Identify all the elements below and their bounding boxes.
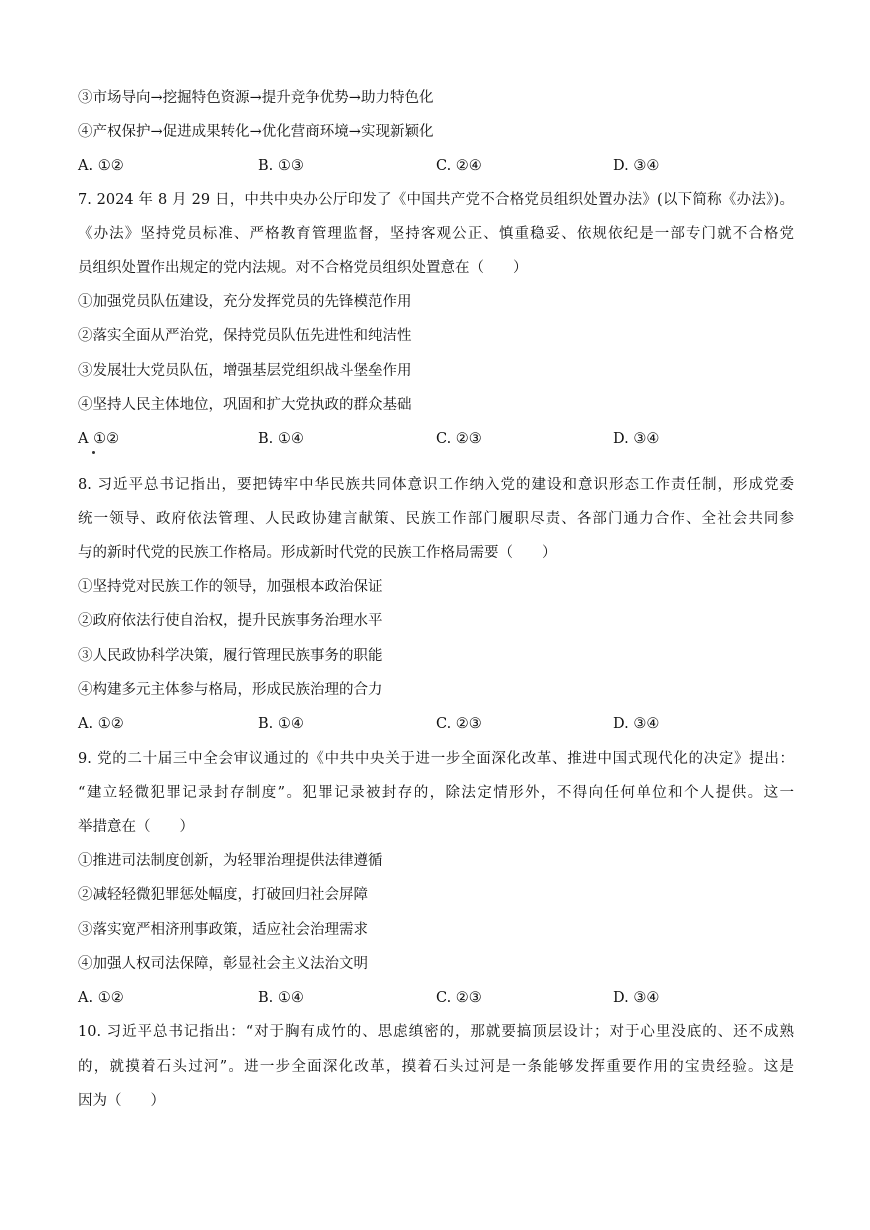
q9-stem-line: “建立轻微犯罪记录封存制度”。犯罪记录被封存的，除法定情形外，不得向任何单位和个人提供。这一 — [78, 785, 794, 801]
q8-stem-line: 统一领导、政府依法管理、人民政协建言献策、民族工作部门履职尽责、各部门通力合作、全社会共同参 — [78, 511, 794, 527]
q9-option-2: ②减轻轻微犯罪惩处幅度，打破回归社会屏障 — [78, 887, 368, 903]
q8-stem-line: 8. 习近平总书记指出，要把铸牢中华民族共同体意识工作纳入党的建设和意识形态工作责任制，形成党委 — [78, 477, 794, 493]
choice-b: B. ①④ — [258, 716, 304, 732]
q8-answer-choices — [78, 714, 794, 734]
q7-stem-line: 《办法》坚持党员标准、严格教育管理监督，坚持客观公正、慎重稳妥、依规依纪是一部专门就不合格党 — [78, 226, 794, 242]
q8-option-4: ④构建多元主体参与格局，形成民族治理的合力 — [78, 682, 383, 698]
q10-stem-line: 的，就摸着石头过河”。进一步全面深化改革，摸着石头过河是一条能够发挥重要作用的宝贵经验。这是 — [78, 1059, 794, 1075]
choice-a: A ①② — [78, 431, 120, 447]
choice-c: C. ②④ — [436, 158, 482, 174]
q7-option-2: ②落实全面从严治党，保持党员队伍先进性和纯洁性 — [78, 328, 412, 344]
stray-dot-mark — [92, 451, 95, 454]
choice-c: C. ②③ — [436, 990, 482, 1006]
choice-a: A. ①② — [78, 990, 124, 1006]
choice-a: A. ①② — [78, 716, 124, 732]
q7-option-3: ③发展壮大党员队伍，增强基层党组织战斗堡垒作用 — [78, 363, 412, 379]
q8-stem-line: 与的新时代党的民族工作格局。形成新时代党的民族工作格局需要（ ） — [78, 545, 557, 561]
q7-stem-line: 7. 2024 年 8 月 29 日，中共中央办公厅印发了《中国共产党不合格党员组织处置办法》(以下简称《办法》)。 — [78, 192, 794, 208]
choice-b: B. ①④ — [258, 431, 304, 447]
q7-option-1: ①加强党员队伍建设，充分发挥党员的先锋模范作用 — [78, 294, 412, 310]
choice-d: D. ③④ — [613, 431, 660, 447]
q7-stem-line: 员组织处置作出规定的党内法规。对不合格党员组织处置意在（ ） — [78, 260, 528, 276]
q7-answer-choices — [78, 429, 794, 449]
choice-d: D. ③④ — [613, 716, 660, 732]
q9-stem-line: 9. 党的二十届三中全会审议通过的《中共中央关于进一步全面深化改革、推进中国式现代化的决定》提出： — [78, 751, 794, 767]
q10-stem-line: 因为（ ） — [78, 1093, 165, 1109]
q9-option-1: ①推进司法制度创新，为轻罪治理提供法律遵循 — [78, 853, 383, 869]
answer-choices — [78, 156, 794, 176]
choice-b: B. ①④ — [258, 990, 304, 1006]
choice-a: A. ①② — [78, 158, 124, 174]
choice-b: B. ①③ — [258, 158, 304, 174]
q8-option-1: ①坚持党对民族工作的领导，加强根本政治保证 — [78, 579, 383, 595]
choice-c: C. ②③ — [436, 716, 482, 732]
choice-c: C. ②③ — [436, 431, 482, 447]
choice-d: D. ③④ — [613, 990, 660, 1006]
q9-option-4: ④加强人权司法保障，彰显社会主义法治文明 — [78, 956, 368, 972]
q9-stem-line: 举措意在（ ） — [78, 819, 194, 835]
option-3: ③市场导向→挖掘特色资源→提升竞争优势→助力特色化 — [78, 90, 434, 106]
q9-answer-choices — [78, 988, 794, 1008]
q8-option-3: ③人民政协科学决策，履行管理民族事务的职能 — [78, 648, 383, 664]
q10-stem-line: 10. 习近平总书记指出：“对于胸有成竹的、思虑缜密的，那就要搞顶层设计；对于心里没底的、还不成熟 — [78, 1024, 794, 1040]
q8-option-2: ②政府依法行使自治权，提升民族事务治理水平 — [78, 613, 383, 629]
choice-d: D. ③④ — [613, 158, 660, 174]
q7-option-4: ④坚持人民主体地位，巩固和扩大党执政的群众基础 — [78, 397, 412, 413]
q9-option-3: ③落实宽严相济刑事政策，适应社会治理需求 — [78, 922, 368, 938]
option-4: ④产权保护→促进成果转化→优化营商环境→实现新颖化 — [78, 124, 434, 140]
